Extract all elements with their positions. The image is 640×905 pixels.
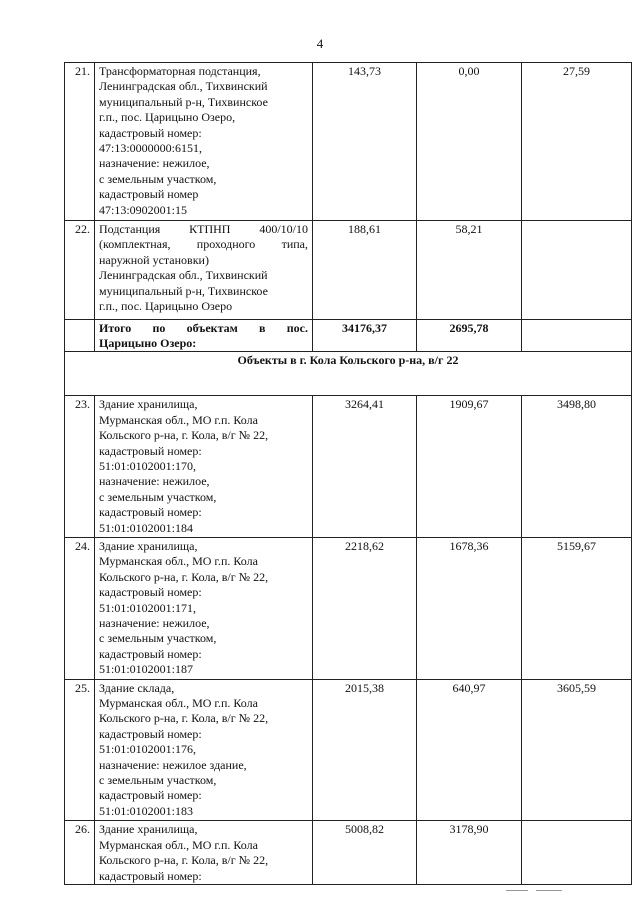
table-row [65,821,632,885]
value-col-2: 1678,36 [417,537,522,679]
description-line: 47:13:0902001:15 [99,202,188,217]
total-label-cell [95,319,313,352]
total-value-3 [522,319,632,352]
description-line: 51:01:0102001:170, [99,458,197,473]
total-value-2: 2695,78 [417,319,522,352]
description-line: кадастровый номер: [99,868,202,883]
description-line: Мурманская обл., МО г.п. Кола [99,696,258,711]
page-number: 4 [316,36,324,51]
value-col-3 [522,221,632,319]
section-title: Объекты в г. Кола Кольского р-на, в/г 22 [65,352,632,396]
table-row [65,537,632,679]
property-table [64,62,632,885]
description-line: 51:01:0102001:183 [99,803,194,818]
table-total [65,319,632,396]
description-line: Кольского р-на, г. Кола, в/г № 22, [99,711,269,726]
row-number: 26. [65,821,95,885]
description-line: г.п., пос. Царицыно Озеро, [99,110,236,125]
description-line: 51:01:0102001:176, [99,742,197,757]
total-label-line: Итого по объектам в пос. [99,320,308,335]
description-line: назначение: нежилое, [99,616,210,630]
footer-mark [506,890,528,891]
value-col-3 [522,821,632,885]
description-line: Кольского р-на, г. Кола, в/г № 22, [99,428,269,443]
description-line: Кольского р-на, г. Кола, в/г № 22, [99,569,269,584]
description-line: наружной установки) [99,252,209,267]
value-col-1: 2015,38 [313,679,417,821]
description-line: Подстанция КТПНП 400/10/10 [99,222,308,237]
description-line: назначение: нежилое, [99,474,210,489]
row-number: 22. [65,221,95,319]
value-col-3: 3498,80 [522,396,632,538]
value-col-2: 3178,90 [417,821,522,885]
row-number: 24. [65,537,95,679]
object-description [95,679,313,821]
object-description [95,537,313,679]
description-line: с земельным участком, [99,489,217,504]
object-description [95,821,313,885]
description-line: Здание хранилища, [99,538,198,553]
footer-mark [536,890,562,891]
description-line: муниципальный р-н, Тихвинское [99,94,268,109]
description-line: кадастровый номер: [99,726,202,741]
object-description [95,63,313,221]
description-line: кадастровый номер: [99,443,202,458]
row-number: 21. [65,63,95,221]
total-label-line: Царицыно Озеро: [99,335,197,350]
total-row [65,319,632,352]
description-line: Ленинградская обл., Тихвинский [99,268,268,283]
object-description [95,396,313,538]
description-line: с земельным участком, [99,631,217,646]
description-line: 47:13:0000000:6151, [99,141,203,156]
value-col-1: 5008,82 [313,821,417,885]
description-line: 51:01:0102001:171, [99,600,197,615]
description-line: Трансформаторная подстанция, [99,64,261,78]
description-line: Кольского р-на, г. Кола, в/г № 22, [99,853,269,868]
description-line: назначение: нежилое, [99,156,210,171]
table-row [65,221,632,319]
description-line: 51:01:0102001:184 [99,520,194,535]
description-line: Здание хранилища, [99,397,198,412]
description-line: кадастровый номер: [99,646,202,661]
value-col-1: 3264,41 [313,396,417,538]
description-line: Здание склада, [99,680,175,695]
description-line: кадастровый номер: [99,505,202,520]
value-col-2: 0,00 [417,63,522,221]
value-col-3: 3605,59 [522,679,632,821]
value-col-3: 27,59 [522,63,632,221]
description-line: кадастровый номер [99,187,199,202]
row-number: 25. [65,679,95,821]
description-line: кадастровый номер: [99,125,202,140]
value-col-2: 640,97 [417,679,522,821]
description-line: Ленинградская обл., Тихвинский [99,79,268,94]
table-row [65,679,632,821]
object-description [95,221,313,319]
value-col-2: 1909,67 [417,396,522,538]
description-line: с земельным участком, [99,773,217,788]
value-col-1: 188,61 [313,221,417,319]
description-line: муниципальный р-н, Тихвинское [99,283,268,298]
section-row [65,352,632,396]
total-num-cell [65,319,95,352]
table-row [65,63,632,221]
table-body-bottom [65,396,632,885]
value-col-1: 2218,62 [313,537,417,679]
description-line: с земельным участком, [99,171,217,186]
description-line: 51:01:0102001:187 [99,662,194,677]
value-col-2: 58,21 [417,221,522,319]
value-col-3: 5159,67 [522,537,632,679]
row-number: 23. [65,396,95,538]
total-value-1: 34176,37 [313,319,417,352]
table-row [65,396,632,538]
description-line: Здание хранилища, [99,822,198,837]
description-line: Мурманская обл., МО г.п. Кола [99,554,258,569]
description-line: Мурманская обл., МО г.п. Кола [99,837,258,852]
description-line: Мурманская обл., МО г.п. Кола [99,412,258,427]
description-line: г.п., пос. Царицыно Озеро [99,299,233,314]
description-line: (комплектная, проходного типа, [99,237,308,252]
description-line: кадастровый номер: [99,788,202,803]
description-line: кадастровый номер: [99,585,202,600]
value-col-1: 143,73 [313,63,417,221]
description-line: назначение: нежилое здание, [99,757,247,772]
table-body-top [65,63,632,320]
